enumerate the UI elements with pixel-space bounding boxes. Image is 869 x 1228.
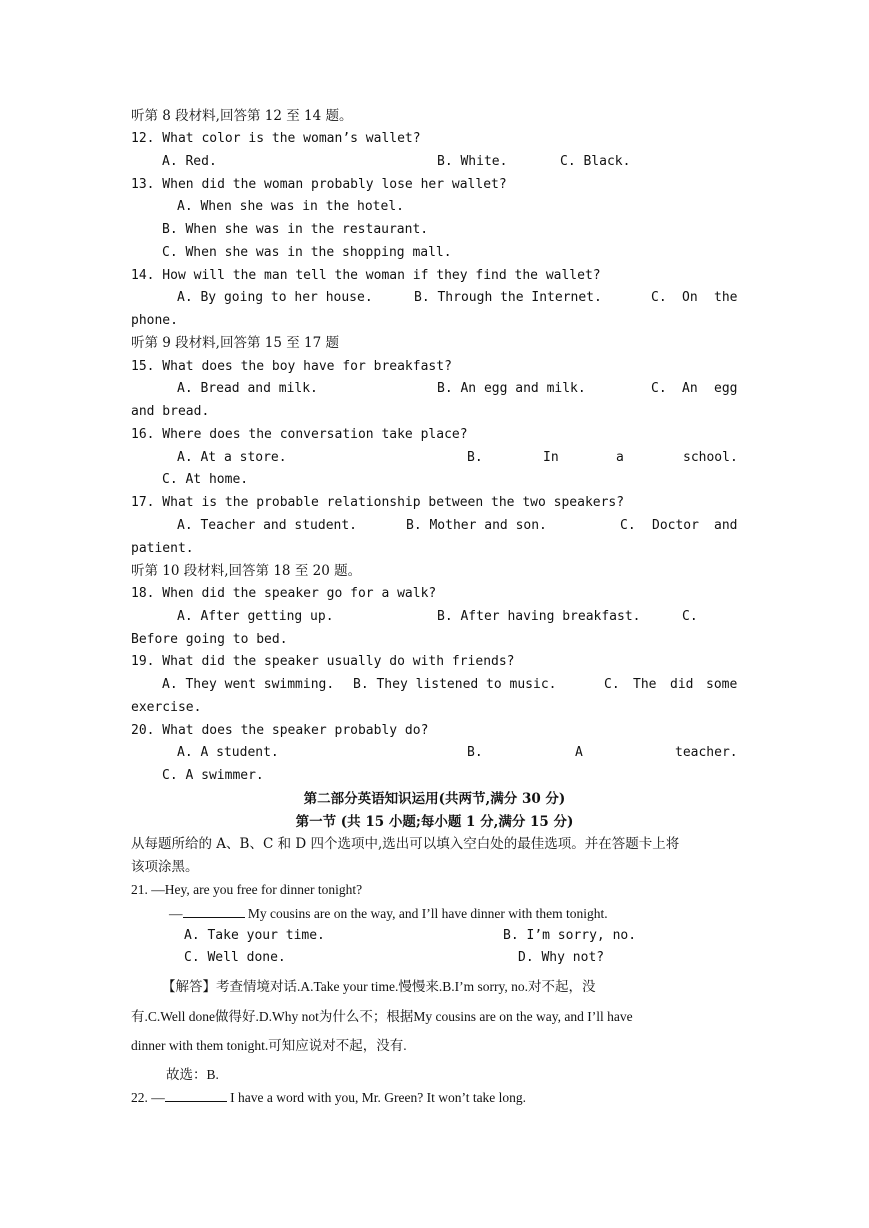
q19-stem: 19. What did the speaker usually do with friends? [131,654,515,669]
q19-option-c-word1: The [633,677,657,692]
section8-header: 听第 8 段材料,回答第 12 至 14 题。 [131,108,353,124]
q20-option-b-letter: B. [467,745,483,760]
q17-stem: 17. What is the probable relationship between the two speakers? [131,495,625,510]
q22-number: 22. — [131,1090,165,1105]
q17-option-a: A. Teacher and student. [177,518,358,533]
q20-option-c: C. A swimmer. [162,768,264,783]
q19-option-c-word3: some [706,677,738,692]
q14-option-b: B. Through the Internet. [414,290,602,305]
q12-option-a: A. Red. [162,154,217,169]
q15-option-a: A. Bread and milk. [177,381,318,396]
q15-option-c-letter: C. [651,381,667,396]
q17-option-b: B. Mother and son. [406,518,547,533]
part2-instruction-line2: 该项涂黑。 [131,859,199,875]
q16-option-b-word1: In [543,450,559,465]
q14-stem: 14. How will the man tell the woman if they find the wallet? [131,268,601,283]
q16-option-a: A. At a store. [177,450,287,465]
q21-reply [169,905,608,922]
part2-instruction-line1: 从每题所给的 A、B、C 和 D 四个选项中,选出可以填入空白处的最佳选项。并在答题卡上将 [131,836,680,852]
q13-option-a: A. When she was in the hotel. [177,199,404,214]
section9-header: 听第 9 段材料,回答第 15 至 17 题 [131,335,339,351]
q15-option-b: B. An egg and milk. [437,381,586,396]
q22-blank [165,1089,227,1102]
q17-option-c-word1: Doctor [652,518,699,533]
q21-dash: — [169,906,183,921]
q20-option-a: A. A student. [177,745,279,760]
q13-stem: 13. When did the woman probably lose her wallet? [131,177,507,192]
q15-option-c-word1: An [682,381,698,396]
q21-option-d: D. Why not? [518,950,605,965]
q21-explanation-line1: 【解答】考查情境对话.A.Take your time.慢慢来.B.I’m sorry, no.对不起，没 [162,979,596,994]
q18-stem: 18. When did the speaker go for a walk? [131,586,437,601]
q18-option-b: B. After having breakfast. [437,609,641,624]
q15-stem: 15. What does the boy have for breakfast? [131,359,452,374]
q15-option-c-wrap: and bread. [131,404,210,419]
q19-option-c-wrap: exercise. [131,700,202,715]
q17-option-c-letter: C. [620,518,636,533]
part2-subtitle: 第一节 (共 15 小题;每小题 1 分,满分 15 分) [295,814,574,830]
q12-stem: 12. What color is the woman’s wallet? [131,131,421,146]
q14-option-c-wrap: phone. [131,313,178,328]
q22-stem [131,1089,526,1106]
q15-option-c-word2: egg [714,381,738,396]
q16-option-b-word2: a [616,450,624,465]
q14-option-c-word2: the [714,290,738,305]
q21-option-a: A. Take your time. [184,928,325,943]
q18-option-c-wrap: Before going to bed. [131,632,288,647]
q20-option-b-word1: A [575,745,583,760]
q19-option-b: B. They listened to music. [353,677,557,692]
q20-stem: 20. What does the speaker probably do? [131,723,429,738]
q12-option-b: B. White. [437,154,508,169]
q16-stem: 16. Where does the conversation take place? [131,427,468,442]
q19-option-c-letter: C. [604,677,620,692]
q13-option-c: C. When she was in the shopping mall. [162,245,452,260]
q17-option-c-wrap: patient. [131,541,194,556]
q16-option-c: C. At home. [162,472,249,487]
q19-option-a: A. They went swimming. [162,677,335,692]
q21-option-c: C. Well done. [184,950,286,965]
q21-stem: 21. —Hey, are you free for dinner tonight? [131,882,363,897]
q19-option-c-word2: did [670,677,694,692]
q21-answer: 故选：B. [166,1067,219,1082]
q14-option-c-letter: C. [651,290,667,305]
q18-option-a: A. After getting up. [177,609,334,624]
q17-option-c-word2: and [714,518,738,533]
q21-reply-text: My cousins are on the way, and I’ll have dinner with them tonight. [244,906,608,921]
q20-option-b-word2: teacher. [675,745,738,760]
q18-option-c-letter: C. [682,609,698,624]
q16-option-b-word3: school. [683,450,738,465]
q21-option-b: B. I’m sorry, no. [503,928,637,943]
q21-explanation-line2: 有.C.Well done做得好.D.Why not为什么不；根据My cousins are on the way, and I’ll have [131,1009,633,1024]
section10-header: 听第 10 段材料,回答第 18 至 20 题。 [131,563,362,579]
q13-option-b: B. When she was in the restaurant. [162,222,429,237]
q22-stem-text: I have a word with you, Mr. Green? It won’t take long. [226,1090,527,1105]
q14-option-a: A. By going to her house. [177,290,373,305]
q16-option-b-letter: B. [467,450,483,465]
q12-option-c: C. Black. [560,154,631,169]
q21-explanation-line3: dinner with them tonight.可知应说对不起，没有. [131,1038,407,1053]
q21-blank [183,905,245,918]
part2-title: 第二部分英语知识运用(共两节,满分 30 分) [303,791,566,807]
q14-option-c-word1: On [682,290,698,305]
